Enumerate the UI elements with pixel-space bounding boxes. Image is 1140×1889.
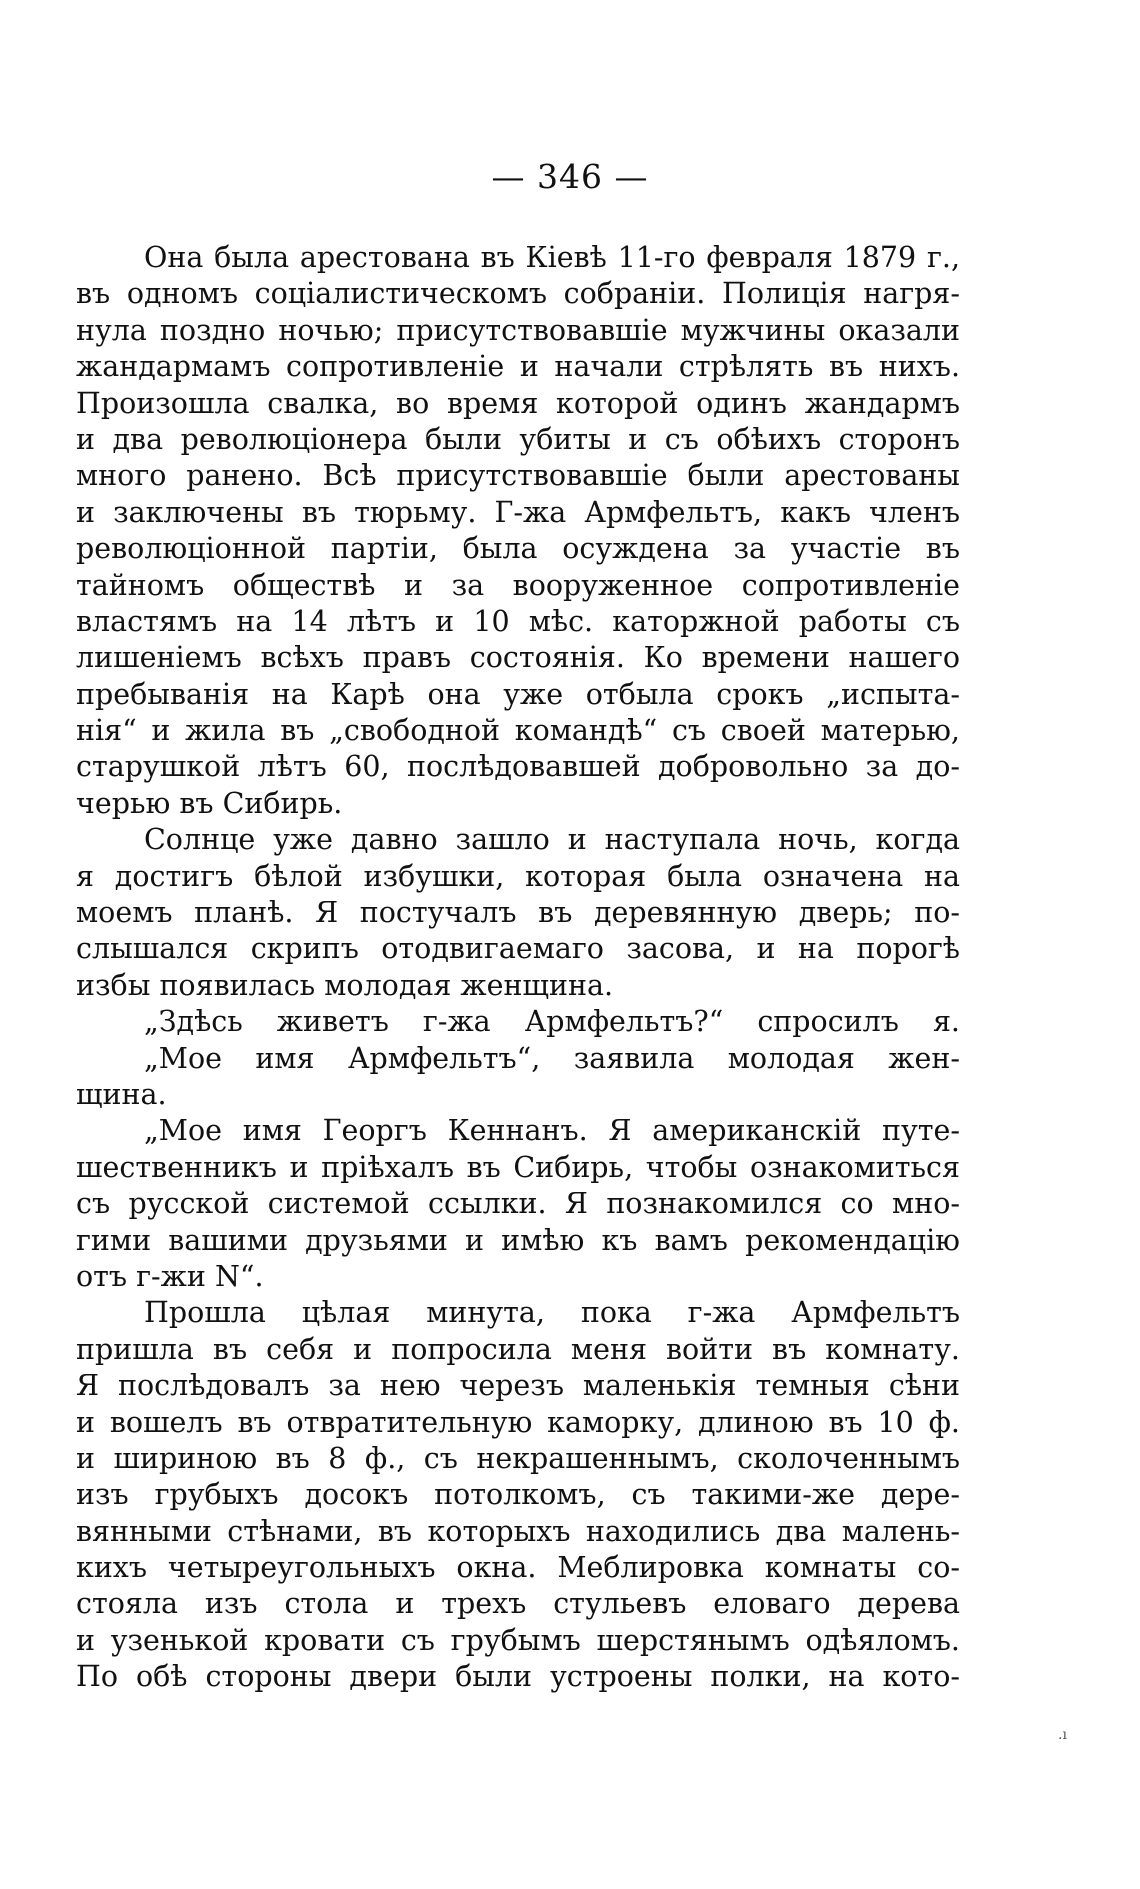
body-text — [76, 240, 960, 1696]
text-line: Я послѣдовалъ за нею черезъ маленькія темныя сѣни — [76, 1369, 960, 1403]
text-line: отъ г-жи N“. — [76, 1259, 264, 1293]
text-line: вянными стѣнами, въ которыхъ находились два малень- — [76, 1514, 960, 1548]
text-line: слышался скрипъ отодвигаемаго засова, и на порогѣ — [76, 932, 960, 966]
text-line: „Мое имя Армфельтъ“, заявила молодая жен- — [144, 1041, 960, 1075]
text-line: и вошелъ въ отвратительную каморку, длиною въ 10 ф. — [76, 1405, 960, 1439]
text-line: избы появилась молодая женщина. — [76, 968, 614, 1002]
text-line: много ранено. Всѣ присутствовавшіе были арестованы — [76, 459, 960, 493]
text-line: нія“ и жила въ „свободной командѣ“ съ своей матерью, — [76, 714, 960, 748]
text-line: черью въ Сибирь. — [76, 786, 343, 820]
text-line: тайномъ обществѣ и за вооруженное сопротивленіе — [76, 568, 960, 602]
text-line: я достигъ бѣлой избушки, которая была означена на — [76, 859, 960, 893]
text-line: и заключены въ тюрьму. Г-жа Армфельтъ, какъ членъ — [76, 495, 960, 529]
text-line: пришла въ себя и попросила меня войти въ комнату. — [76, 1332, 960, 1366]
text-line: и узенькой кровати съ грубымъ шерстянымъ одѣяломъ. — [76, 1623, 960, 1657]
scan-mark: .ı — [1058, 1727, 1067, 1743]
text-line: гими вашими друзьями и имѣю къ вамъ рекомендацію — [76, 1223, 960, 1257]
text-line: Произошла свалка, во время которой одинъ жандармъ — [76, 386, 960, 420]
text-line: старушкой лѣтъ 60, послѣдовавшей добровольно за до- — [76, 750, 960, 784]
text-line: стояла изъ стола и трехъ стульевъ еловаго дерева — [76, 1587, 960, 1621]
text-line: шественникъ и пріѣхалъ въ Сибирь, чтобы ознакомиться — [76, 1150, 960, 1184]
text-line: лишеніемъ всѣхъ правъ состоянія. Ко времени нашего — [76, 641, 960, 675]
text-line: Солнце уже давно зашло и наступала ночь, когда — [144, 823, 960, 857]
text-line: Она была арестована въ Кіевѣ 11-го февраля 1879 г., — [144, 241, 960, 274]
text-line: революціонной партіи, была осуждена за участіе въ — [76, 532, 960, 566]
text-line: въ одномъ соціалистическомъ собраніи. Полиція нагря- — [76, 277, 960, 311]
text-line: Прошла цѣлая минута, пока г-жа Армфельтъ — [144, 1296, 960, 1330]
text-line: моемъ планѣ. Я постучалъ въ деревянную дверь; по- — [76, 896, 960, 930]
text-line: изъ грубыхъ досокъ потолкомъ, съ такими-же дере- — [76, 1478, 960, 1512]
text-line: властямъ на 14 лѣтъ и 10 мѣс. каторжной работы съ — [76, 604, 960, 638]
text-line: и шириною въ 8 ф., съ некрашеннымъ, сколоченнымъ — [76, 1441, 960, 1475]
text-line: По обѣ стороны двери были устроены полки, на кото- — [76, 1660, 960, 1694]
text-line: жандармамъ сопротивленіе и начали стрѣлять въ нихъ. — [76, 350, 960, 384]
text-line: щина. — [76, 1077, 167, 1111]
text-line: пребыванія на Карѣ она уже отбыла срокъ „испыта- — [76, 677, 960, 711]
text-line: „Здѣсь живетъ г-жа Армфельтъ?“ спросилъ я. — [144, 1005, 960, 1039]
text-line: и два революціонера были убиты и съ обѣихъ сторонъ — [76, 422, 960, 456]
text-line: нула поздно ночью; присутствовавшіе мужчины оказали — [76, 313, 960, 347]
text-line: съ русской системой ссылки. Я познакомился со мно- — [76, 1187, 960, 1221]
text-line: „Мое имя Георгъ Кеннанъ. Я американскій путе- — [144, 1114, 960, 1148]
page-number: — 346 — — [491, 157, 649, 196]
text-line: кихъ четыреугольныхъ окна. Меблировка комнаты со- — [76, 1551, 960, 1585]
